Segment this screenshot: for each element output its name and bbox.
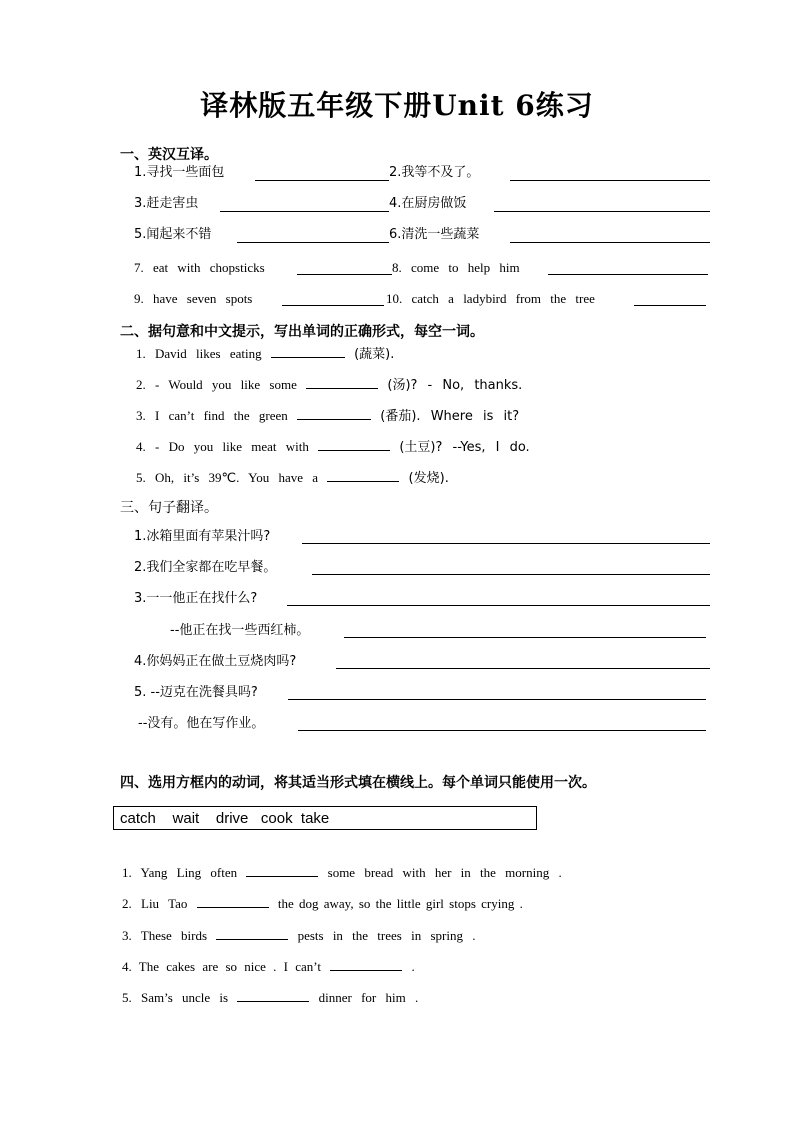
s1-answer-line-8[interactable] bbox=[548, 274, 708, 275]
s1-answer-line-9[interactable] bbox=[282, 305, 384, 306]
s1-answer-line-4[interactable] bbox=[494, 211, 710, 212]
s1-item-4: 4.在厨房做饭 bbox=[389, 196, 467, 211]
s3-answer-line-1[interactable] bbox=[302, 543, 710, 544]
s1-item-1: 1.寻找一些面包 bbox=[134, 165, 225, 180]
s3-item-3-reply: --他正在找一些西红柿。 bbox=[170, 623, 310, 638]
s2-item-4-post: (土豆)? --Yes, I do. bbox=[399, 440, 530, 455]
s4-item-2-pre: 2. Liu Tao bbox=[122, 896, 188, 911]
s1-answer-line-10[interactable] bbox=[634, 305, 706, 306]
section2-heading: 二、据句意和中文提示，写出单词的正确形式，每空一词。 bbox=[120, 324, 484, 340]
s3-answer-line-2[interactable] bbox=[312, 574, 710, 575]
s3-answer-line-3b[interactable] bbox=[344, 637, 706, 638]
section4-heading: 四、选用方框内的动词，将其适当形式填在横线上。每个单词只能使用一次。 bbox=[120, 775, 596, 791]
s4-item-4-pre: 4. The cakes are so nice . I can’t bbox=[122, 959, 322, 974]
s2-item-5-pre: 5. Oh, it’s 39℃. You have a bbox=[136, 470, 319, 485]
s1-item-8: 8. come to help him bbox=[392, 260, 520, 275]
s2-item-5-post: (发烧). bbox=[408, 471, 449, 486]
s2-blank-2[interactable] bbox=[306, 374, 378, 389]
s2-item-2-pre: 2. - Would you like some bbox=[136, 377, 297, 392]
s3-item-1: 1.冰箱里面有苹果汁吗? bbox=[134, 529, 271, 544]
s4-item-2-post: the dog away, so the little girl stops crying . bbox=[277, 896, 523, 911]
s4-item-4 bbox=[122, 956, 415, 976]
s1-item-2: 2.我等不及了。 bbox=[389, 165, 480, 180]
s4-item-3-post: pests in the trees in spring . bbox=[297, 928, 476, 943]
s3-item-5: 5. --迈克在洗餐具吗? bbox=[134, 685, 258, 700]
s1-answer-line-3[interactable] bbox=[220, 211, 389, 212]
s4-item-2 bbox=[122, 893, 523, 913]
s3-item-2: 2.我们全家都在吃早餐。 bbox=[134, 560, 277, 575]
s2-item-1-pre: 1. David likes eating bbox=[136, 346, 262, 361]
s4-item-5-post: dinner for him . bbox=[318, 990, 419, 1005]
s1-item-3: 3.赶走害虫 bbox=[134, 196, 199, 211]
s1-answer-line-6[interactable] bbox=[510, 242, 710, 243]
s4-item-3-pre: 3. These birds bbox=[122, 928, 208, 943]
s1-item-10: 10. catch a ladybird from the tree bbox=[386, 291, 595, 306]
s2-blank-1[interactable] bbox=[271, 343, 345, 358]
s2-item-3 bbox=[136, 405, 519, 426]
section3-heading: 三、句子翻译。 bbox=[120, 500, 218, 516]
s2-item-1-post: (蔬菜). bbox=[354, 347, 395, 362]
s2-item-3-pre: 3. I can’t find the green bbox=[136, 408, 288, 423]
s1-item-7: 7. eat with chopsticks bbox=[134, 260, 265, 275]
s4-item-5-pre: 5. Sam’s uncle is bbox=[122, 990, 229, 1005]
s2-item-2 bbox=[136, 374, 522, 395]
s1-answer-line-1[interactable] bbox=[255, 180, 389, 181]
s4-blank-4[interactable] bbox=[330, 956, 402, 971]
s3-item-5-reply: --没有。他在写作业。 bbox=[138, 716, 265, 731]
s2-item-2-post: (汤)? - No, thanks. bbox=[387, 378, 523, 393]
s4-item-1 bbox=[122, 862, 562, 882]
s3-answer-line-4[interactable] bbox=[336, 668, 710, 669]
s3-answer-line-5b[interactable] bbox=[298, 730, 706, 731]
word-box: catch wait drive cook take bbox=[113, 806, 537, 830]
s4-item-5 bbox=[122, 987, 418, 1007]
s1-answer-line-5[interactable] bbox=[237, 242, 389, 243]
s1-answer-line-2[interactable] bbox=[510, 180, 710, 181]
s1-answer-line-7[interactable] bbox=[297, 274, 392, 275]
s1-item-5: 5.闻起来不错 bbox=[134, 227, 212, 242]
s2-item-4 bbox=[136, 436, 530, 457]
s2-item-5 bbox=[136, 467, 449, 488]
s2-item-3-post: (番茄). Where is it? bbox=[380, 409, 520, 424]
section1-heading: 一、英汉互译。 bbox=[120, 147, 218, 163]
page-title: 译林版五年级下册Unit 6练习 bbox=[200, 89, 594, 122]
s3-item-4: 4.你妈妈正在做土豆烧肉吗? bbox=[134, 654, 297, 669]
s4-item-1-post: some bread with her in the morning . bbox=[327, 865, 562, 880]
s2-item-4-pre: 4. - Do you like meat with bbox=[136, 439, 309, 454]
s4-blank-3[interactable] bbox=[216, 925, 288, 940]
s4-blank-1[interactable] bbox=[246, 862, 318, 877]
s1-item-9: 9. have seven spots bbox=[134, 291, 253, 306]
s4-item-4-post: . bbox=[411, 959, 415, 974]
s4-item-1-pre: 1. Yang Ling often bbox=[122, 865, 238, 880]
s3-item-3: 3.一一他正在找什么? bbox=[134, 591, 258, 606]
s2-blank-4[interactable] bbox=[318, 436, 390, 451]
s3-answer-line-3[interactable] bbox=[287, 605, 710, 606]
s2-blank-5[interactable] bbox=[327, 467, 399, 482]
s2-blank-3[interactable] bbox=[297, 405, 371, 420]
s4-item-3 bbox=[122, 925, 475, 945]
s4-blank-5[interactable] bbox=[237, 987, 309, 1002]
s3-answer-line-5[interactable] bbox=[288, 699, 706, 700]
s4-blank-2[interactable] bbox=[197, 893, 269, 908]
s2-item-1 bbox=[136, 343, 394, 364]
s1-item-6: 6.清洗一些蔬菜 bbox=[389, 227, 480, 242]
